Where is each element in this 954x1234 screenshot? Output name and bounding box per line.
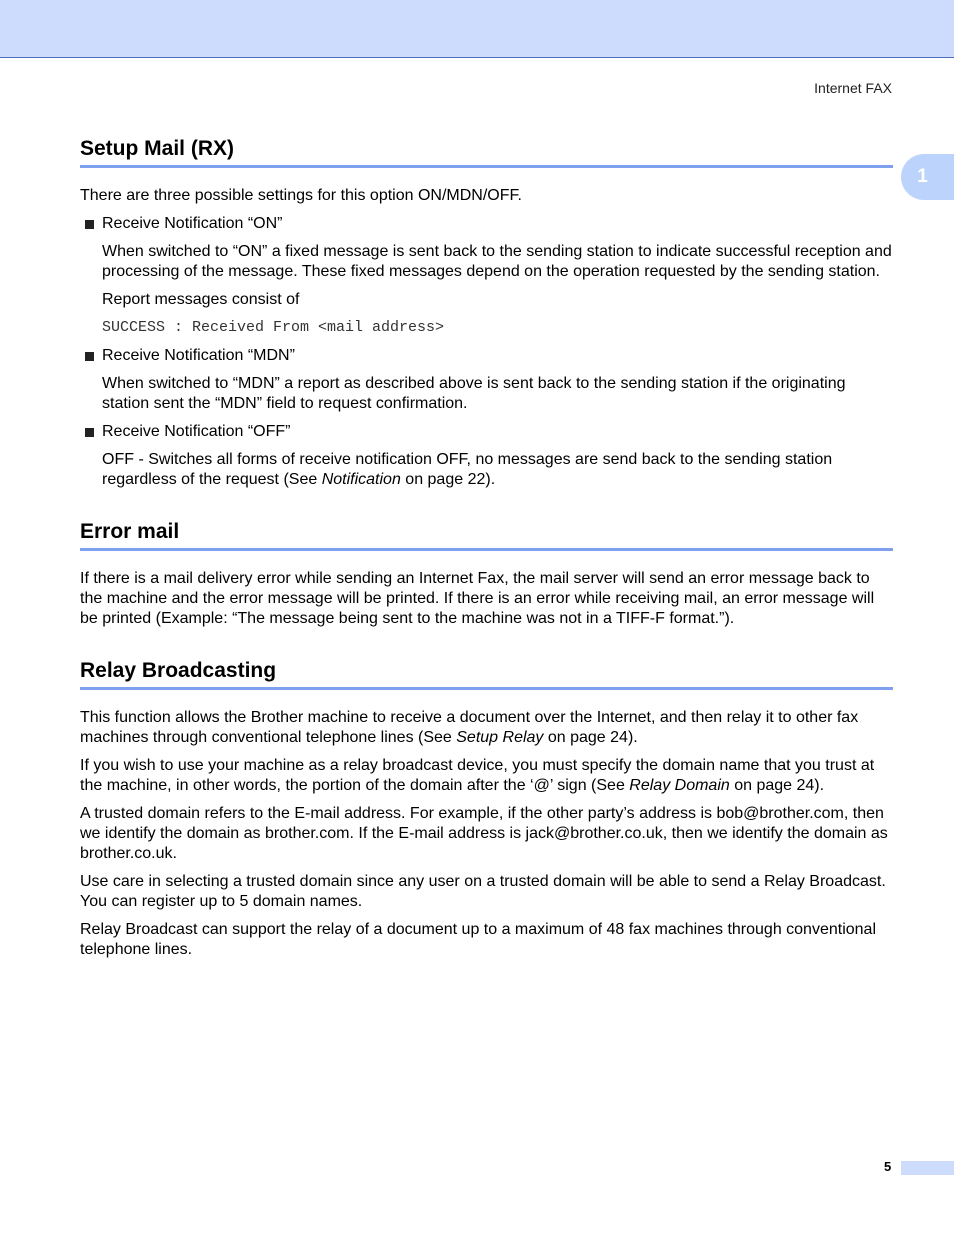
page-number: 5	[884, 1159, 892, 1174]
body-text: If you wish to use your machine as a relay broadcast device, you must specify the domain name that you trust at the machine, in other words, the portion of the domain after the ‘@’ sign (See	[80, 757, 875, 794]
bullet-body	[102, 450, 893, 490]
paragraph	[80, 756, 893, 796]
section-relay-broadcasting	[80, 657, 893, 960]
bullet-body: When switched to “MDN” a report as described above is sent back to the sending station if the originating station sent the “MDN” field to request confirmation.	[102, 375, 846, 412]
report-text: Report messages consist of	[102, 291, 300, 308]
chapter-tab	[901, 154, 954, 200]
section-error-mail	[80, 518, 893, 629]
body-text: on page 24).	[729, 777, 825, 794]
bullet-square-icon	[85, 352, 94, 361]
bullet-item-on	[85, 214, 893, 234]
cross-reference-link[interactable]: Relay Domain	[629, 777, 730, 794]
section-setup-mail	[80, 135, 893, 490]
section-heading: Relay Broadcasting	[80, 657, 893, 690]
paragraph: Use care in selecting a trusted domain since any user on a trusted domain will be able to send a Relay Broadcast. You can register up to 5 domain names.	[80, 873, 886, 910]
bullet-label: Receive Notification “OFF”	[102, 423, 291, 440]
paragraph: A trusted domain refers to the E-mail address. For example, if the other party’s address is bob@brother.com, then we identify the domain as brother.com. If the E-mail address is jack@brother.co.uk, then we identify the domain as brother.co.uk.	[80, 805, 888, 862]
running-header: Internet FAX	[814, 80, 892, 96]
body-text: OFF - Switches all forms of receive notification OFF, no messages are send back to the sending station regardless of the request (See	[102, 451, 833, 488]
footer-bar	[901, 1161, 954, 1175]
bullet-item-mdn	[85, 346, 893, 366]
bullet-square-icon	[85, 220, 94, 229]
body-text: on page 22).	[400, 471, 496, 488]
page-content	[80, 135, 893, 988]
bullet-label: Receive Notification “MDN”	[102, 347, 295, 364]
intro-text: There are three possible settings for this option ON/MDN/OFF.	[80, 187, 522, 204]
section-heading: Setup Mail (RX)	[80, 135, 893, 168]
bullet-label: Receive Notification “ON”	[102, 215, 283, 232]
cross-reference-link[interactable]: Setup Relay	[456, 729, 544, 746]
body-text: This function allows the Brother machine to receive a document over the Internet, and then relay it to other fax machines through conventional telephone lines (See	[80, 709, 859, 746]
chapter-number: 1	[917, 166, 928, 187]
cross-reference-link[interactable]: Notification	[321, 471, 401, 488]
bullet-square-icon	[85, 428, 94, 437]
paragraph	[80, 708, 893, 748]
body-text: If there is a mail delivery error while sending an Internet Fax, the mail server will send an error message back to the machine and the error message will be printed. If there is an error while receiving mail, an error message will be printed (Example: “The message being sent to the machine was not in a TIFF-F format.”).	[80, 570, 875, 627]
bullet-item-off	[85, 422, 893, 442]
body-text: on page 24).	[543, 729, 638, 746]
section-heading: Error mail	[80, 518, 893, 551]
paragraph: Relay Broadcast can support the relay of a document up to a maximum of 48 fax machines through conventional telephone lines.	[80, 921, 876, 958]
bullet-body: When switched to “ON” a fixed message is sent back to the sending station to indicate successful reception and processing of the message. These fixed messages depend on the operation requested by the sending station.	[102, 243, 892, 280]
top-header-band	[0, 0, 954, 58]
code-sample: SUCCESS : Received From <mail address>	[102, 319, 445, 336]
